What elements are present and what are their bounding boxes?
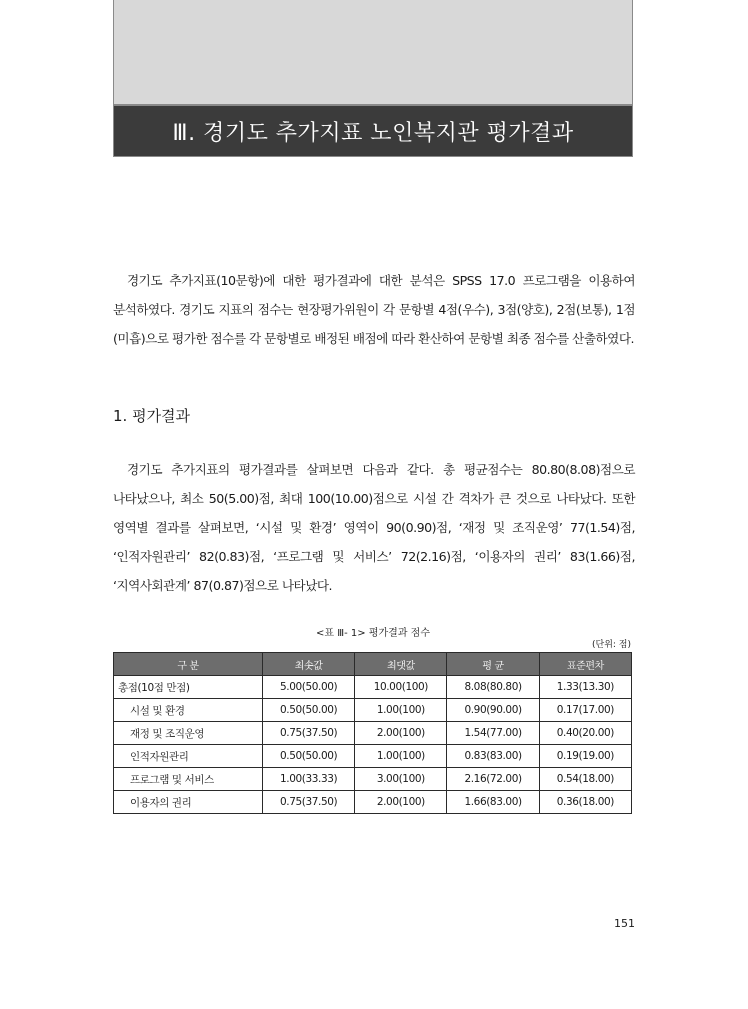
chapter-title: Ⅲ. 경기도 추가지표 노인복지관 평가결과 bbox=[172, 120, 574, 146]
chapter-title-band bbox=[114, 104, 632, 156]
row-max: 1.00(100) bbox=[355, 745, 447, 768]
header-min: 최솟값 bbox=[262, 653, 354, 676]
row-min: 5.00(50.00) bbox=[262, 676, 354, 699]
row-sd: 0.40(20.00) bbox=[539, 722, 631, 745]
row-min: 0.75(37.50) bbox=[262, 722, 354, 745]
row-mean: 8.08(80.80) bbox=[447, 676, 539, 699]
row-max: 2.00(100) bbox=[355, 722, 447, 745]
row-mean: 1.66(83.00) bbox=[447, 791, 539, 814]
row-min: 0.50(50.00) bbox=[262, 745, 354, 768]
row-max: 10.00(100) bbox=[355, 676, 447, 699]
results-paragraph: 경기도 추가지표의 평가결과를 살펴보면 다음과 같다. 총 평균점수는 80.80(8.08)점으로 나타났으나, 최소 50(5.00)점, 최대 100(10.00)점으로 시설 간 격차가 큰 것으로 나타났다. 또한 영역별 결과를 살펴보면, ‘시설 및 환경’ 영역이 90(0.90)점, ‘재정 및 조직운영’ 77(1.54)점, ‘인적자원관리’ 82(0.83)점, ‘프로그램 및 서비스’ 72(2.16)점, ‘이용자의 권리’ 83(1.66)점, ‘지역사회관계’ 87(0.87)점으로 나타났다. bbox=[113, 462, 635, 593]
row-mean: 0.90(90.00) bbox=[447, 699, 539, 722]
row-min: 0.75(37.50) bbox=[262, 791, 354, 814]
table-row bbox=[114, 676, 632, 699]
row-sd: 0.17(17.00) bbox=[539, 699, 631, 722]
table-caption: <표 Ⅲ- 1> 평가결과 점수 bbox=[316, 628, 430, 639]
row-max: 3.00(100) bbox=[355, 768, 447, 791]
chapter-header bbox=[113, 0, 633, 157]
row-item: 재정 및 조직운영 bbox=[114, 722, 263, 745]
table-row bbox=[114, 768, 632, 791]
table-row bbox=[114, 699, 632, 722]
row-item: 이용자의 권리 bbox=[114, 791, 263, 814]
score-table bbox=[113, 652, 632, 814]
row-item: 총점(10점 만점) bbox=[114, 676, 263, 699]
section-heading: 1. 평가결과 bbox=[113, 407, 191, 425]
row-mean: 1.54(77.00) bbox=[447, 722, 539, 745]
row-min: 0.50(50.00) bbox=[262, 699, 354, 722]
row-sd: 0.36(18.00) bbox=[539, 791, 631, 814]
header-max: 최댓값 bbox=[355, 653, 447, 676]
table-header-row bbox=[114, 653, 632, 676]
row-item: 프로그램 및 서비스 bbox=[114, 768, 263, 791]
page-number: 151 bbox=[614, 917, 635, 930]
row-item: 시설 및 환경 bbox=[114, 699, 263, 722]
row-sd: 0.54(18.00) bbox=[539, 768, 631, 791]
table-row bbox=[114, 791, 632, 814]
table-row bbox=[114, 745, 632, 768]
row-max: 1.00(100) bbox=[355, 699, 447, 722]
row-min: 1.00(33.33) bbox=[262, 768, 354, 791]
header-mean: 평 균 bbox=[447, 653, 539, 676]
header-sd: 표준편차 bbox=[539, 653, 631, 676]
table-unit: (단위: 점) bbox=[592, 640, 631, 650]
intro-paragraph: 경기도 추가지표(10문항)에 대한 평가결과에 대한 분석은 SPSS 17.0 프로그램을 이용하여 분석하였다. 경기도 지표의 점수는 현장평가위원이 각 문항별 4점(우수), 3점(양호), 2점(보통), 1점(미흡)으로 평가한 점수를 각 문항별로 배정된 배점에 따라 환산하여 문항별 최종 점수를 산출하였다. bbox=[113, 273, 635, 346]
row-mean: 0.83(83.00) bbox=[447, 745, 539, 768]
row-item: 인적자원관리 bbox=[114, 745, 263, 768]
header-category: 구 분 bbox=[114, 653, 263, 676]
table-row bbox=[114, 722, 632, 745]
row-sd: 1.33(13.30) bbox=[539, 676, 631, 699]
row-sd: 0.19(19.00) bbox=[539, 745, 631, 768]
row-mean: 2.16(72.00) bbox=[447, 768, 539, 791]
row-max: 2.00(100) bbox=[355, 791, 447, 814]
